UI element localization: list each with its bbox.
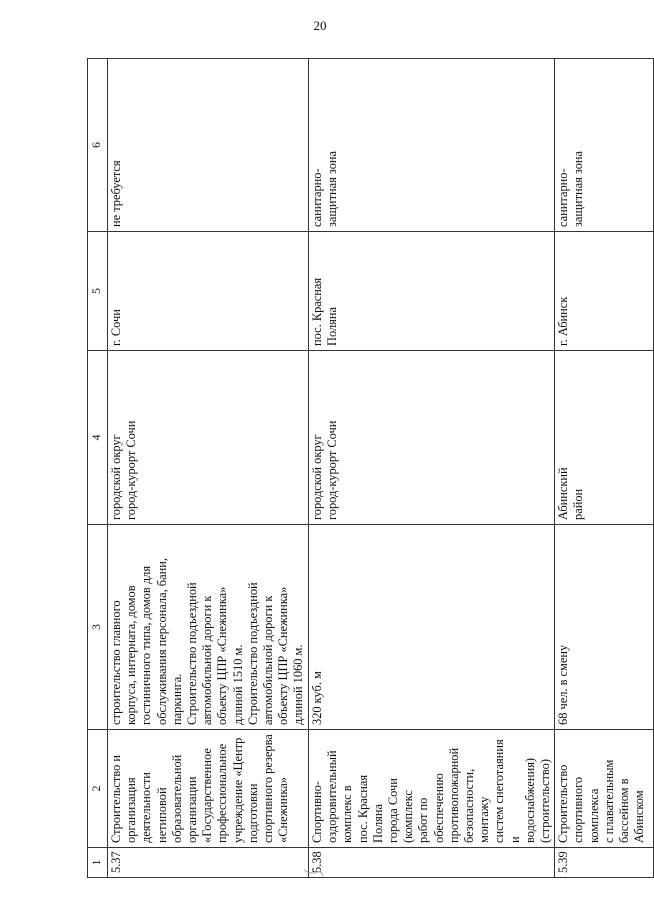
table-row (309, 59, 555, 878)
table-header-row (88, 59, 108, 878)
municipality: Абинский район (555, 351, 654, 525)
header-cell-5: 5 (88, 232, 108, 351)
object-parameters: 320 куб. м (309, 525, 555, 730)
header-cell-3: 3 (88, 525, 108, 730)
object-name: Строительство спортивного комплекса с плавательным бассейном в Абинском (555, 730, 654, 848)
table-row (108, 59, 309, 878)
header-cell-2: 2 (88, 730, 108, 848)
location: г. Сочи (108, 232, 309, 351)
zone-type: санитарно- защитная зона (555, 59, 654, 232)
row-number: 5.37 (108, 848, 309, 878)
municipality: городской округ город-курорт Сочи (108, 351, 309, 525)
municipality: городской округ город-курорт Сочи (309, 351, 555, 525)
pen-mark-icon (303, 868, 325, 882)
header-cell-1: 1 (88, 848, 108, 878)
header-cell-6: 6 (88, 59, 108, 232)
page-number: 20 (313, 18, 327, 33)
row-number: 5.39 (555, 848, 654, 878)
object-parameters: 68 чел. в смену (555, 525, 654, 730)
rotated-table-wrapper (87, 59, 647, 878)
row-number: 5.38 (309, 848, 555, 878)
location: пос. Красная Поляна (309, 232, 555, 351)
object-name: Спортивно- оздоровительный комплекс в пос. Красная Поляна города Сочи (комплекс работ по обеспечению противопожарной безопасности, монтажу систем снеготаяния и водоснабжения) (строительство) (309, 730, 555, 848)
object-parameters: строительство главного корпуса, интерната, домов гостиничного типа, домов для обслуживания персонала, бани, паркинга. Строительство подъездной автомобильной дороги к объекту ЦПР «Снежинка» длиной 1510 м. Строительство подъездной автомобильной дороги к объекту ЦПР «Снежинка» длиной 1060 м. (108, 525, 309, 730)
table-row (555, 59, 654, 878)
object-name: Строительство и организация деятельности нетиповой образовательной организации «Государственное профессиональное учреждение «Центр подготовки спортивного резерва «Снежинка» (108, 730, 309, 848)
planning-table (87, 58, 654, 878)
location: г. Абинск (555, 232, 654, 351)
zone-type: санитарно- защитная зона (309, 59, 555, 232)
zone-type: не требуется (108, 59, 309, 232)
header-cell-4: 4 (88, 351, 108, 525)
